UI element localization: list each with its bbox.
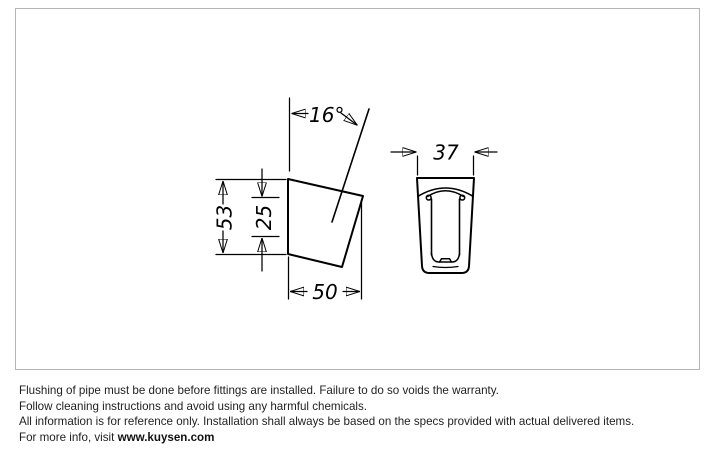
footer-notes	[19, 383, 699, 445]
front-view	[417, 178, 474, 273]
note-line-more-info	[19, 430, 699, 446]
side-view-outline	[288, 179, 363, 267]
bottom-recess-lower	[433, 267, 458, 268]
side-view	[288, 109, 369, 267]
dim-label-inner-height: 25	[252, 204, 276, 231]
more-info-prefix: For more info, visit	[19, 430, 118, 444]
dim-label-angle: 16°	[309, 103, 345, 127]
cup-rim-inner-arc	[428, 191, 464, 197]
rim-curl-right	[460, 195, 465, 200]
dim-angle-16	[290, 98, 358, 171]
dim-label-height: 53	[212, 204, 237, 231]
dim-label-depth: 50	[312, 280, 338, 304]
rim-curl-left	[426, 195, 431, 200]
note-line-warranty: Flushing of pipe must be done before fittings are installed. Failure to do so voids the warranty.	[19, 384, 499, 397]
dim-label-width: 37	[433, 140, 459, 165]
website-text: www.kuysen.com	[117, 430, 215, 444]
dim-width-37	[391, 141, 497, 176]
note-line-cleaning: Follow cleaning instructions and avoid using any harmful chemicals.	[19, 399, 367, 413]
cup-rim-outer-arc	[419, 188, 473, 196]
dim-depth-50	[289, 200, 362, 304]
dim-inner-height-25	[252, 169, 279, 271]
bottom-recess-upper	[432, 254, 460, 263]
note-line-reference: All information is for reference only. Installation shall always be based on the specs provided with actual delivered items.	[19, 415, 635, 429]
